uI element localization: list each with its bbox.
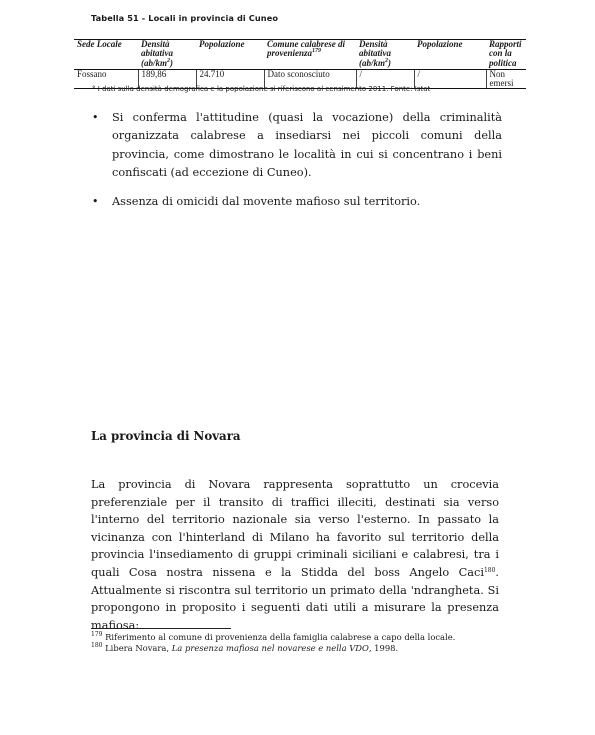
bullet-item [92,193,502,211]
bullet-text: Assenza di omicidi dal movente mafioso sul territorio. [112,194,421,208]
bullet-text: Si conferma l'attitudine (quasi la vocazione) della criminalità organizzata calabrese a insediarsi nei piccoli comuni della provincia, come dimostrano le località in cui si concentrano i beni confiscati (ad eccezione di Cuneo). [112,111,502,180]
table-cell: / [356,69,414,89]
header-cell: Comune calabrese di provenienza$^{179}$ [264,40,356,70]
footnote-179: $^{179}$ Riferimento al comune di provenienza della famiglia calabrese a capo della locale. [91,631,456,642]
header-cell: Sede Locale [74,40,138,70]
table-cell: 24.710 [196,69,264,89]
bullet-dot-icon: • [92,194,99,208]
header-cell: Popolazione [196,40,264,70]
bullet-dot-icon: • [92,111,99,124]
table-caption: Tabella 51 - Locali in provincia di Cuneo [91,13,279,23]
table-cell: Fossano [74,69,138,89]
footnote-180: $^{180}$ Libera Novara, La presenza mafiosa nel novarese e nella VDO, 1998. [91,642,399,653]
header-cell: Rapporti con la politica [486,40,526,70]
bullet-item [92,109,502,183]
footnote-ref[interactable]: 180 [483,566,496,574]
header-cell: Densità abitativa $(ab/km^2)$ [356,40,414,70]
table-cell: / [414,69,486,89]
bullet-list [92,109,502,221]
header-cell: Popolazione [414,40,486,70]
locali-table [74,39,526,89]
header-cell: Densità abitativa $(ab/km^2)$ [138,40,196,70]
table-cell: 189,86 [138,69,196,89]
section-paragraph: La provincia di Novara rappresenta soprattutto un crocevia preferenziale per il transito di traffici illeciti, destinati sia verso l'interno del territorio nazionale sia verso l'esterno. In passato la vicinanza con l'hinterland di Milano ha favorito sul territorio della provincia l'insediamento di gruppi criminali siciliani e calabresi, tra i quali Cosa nostra nissena e la Stidda del boss Angelo Caci$^{180}$. Attualmente si riscontra sul territorio un primato della 'ndrangheta. Si propongono in proposito i seguenti dati utili a misurare la presenza mafiosa: [91,478,499,632]
table-cell: Non emersi [486,69,526,89]
table-cell: Dato sconosciuto [264,69,356,89]
section-heading: La provincia di Novara [91,429,241,443]
table-header-row [74,40,526,70]
table-note: ° I dati sulla densità demografica e la popolazione si riferiscono al censimento 2011. Fonte: Istat [92,85,431,93]
footnote-divider [91,628,231,629]
